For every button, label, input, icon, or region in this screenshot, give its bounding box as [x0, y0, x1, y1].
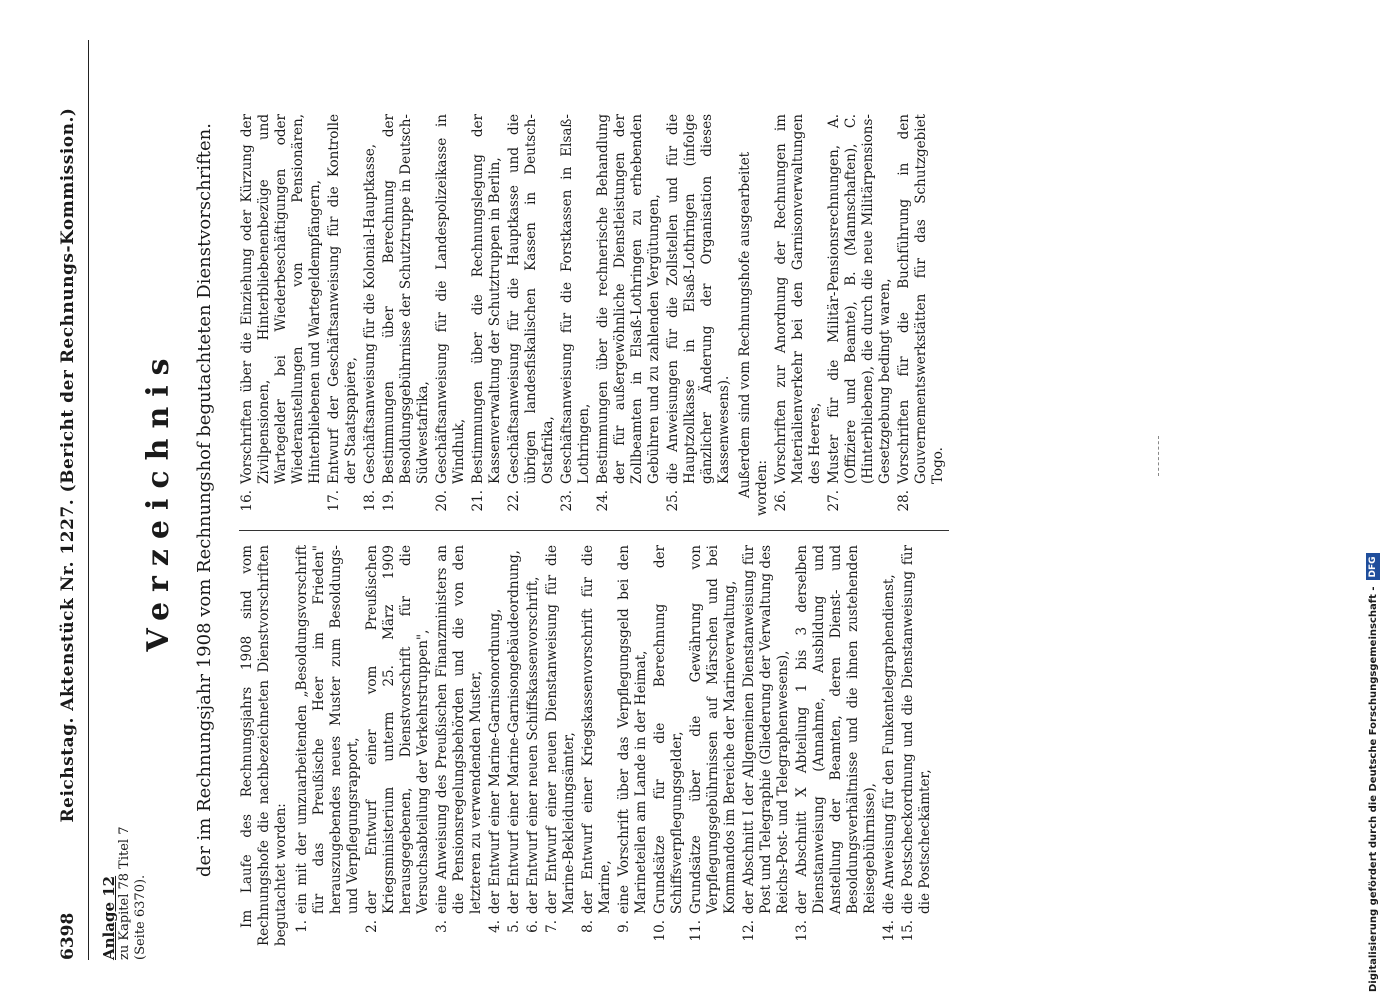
list-item: [616, 545, 650, 946]
item-text: die Anweisung für den Funkentelegraphendienst,: [881, 574, 897, 914]
scan-mark: [1158, 436, 1161, 476]
item-text: eine Vorschrift über das Verpflegungsgeld bei den Marineteilen am Lande in der Heimat,: [616, 545, 649, 914]
item-number: 16.: [239, 490, 255, 512]
list-item: [364, 545, 432, 946]
list-item: [559, 114, 593, 516]
list-item: [525, 545, 542, 946]
item-number: 28.: [896, 490, 912, 512]
right-item-list: [239, 114, 733, 516]
item-number: 3.: [434, 920, 450, 933]
item-number: 15.: [900, 920, 916, 942]
item-text: Grundsätze über die Gewährung von Verpflegungsgebührnissen auf Märschen und bei Kommandos im Bereiche der Marineverwaltung,: [688, 545, 738, 914]
document-subtitle: der im Rechnungsjahr 1908 vom Rechnungshof begutachteten Dienstvorschriften.: [194, 123, 215, 877]
item-number: 27.: [826, 490, 842, 512]
list-item: [652, 545, 686, 946]
item-text: Geschäftsanweisung für die Kolonial-Hauptkasse,: [362, 143, 378, 484]
list-item: [294, 545, 362, 946]
item-number: 9.: [616, 920, 632, 933]
item-number: 20.: [434, 490, 450, 512]
list-item: [506, 545, 523, 946]
item-number: 8.: [580, 920, 596, 933]
list-item: [794, 545, 879, 946]
item-text: Vorschriften für die Buchführung in den Gouvernementswerkstätten für das Schutzgebiet Togo.: [896, 114, 946, 484]
item-number: 17.: [326, 490, 342, 512]
item-text: Geschäftsanweisung für die Forstkassen in Elsaß-Lothringen,: [559, 114, 592, 484]
list-item: [506, 114, 557, 516]
item-number: 24.: [595, 490, 611, 512]
item-number: 11.: [688, 920, 704, 942]
item-text: der Abschnitt X Abteilung 1 bis 3 derselben Dienstanweisung (Annahme, Ausbildung und Anstellung der Beamten, deren Dienst- und Besoldungsverhältnisse und die ihnen zustehenden Reisegebührnisse),: [794, 545, 878, 914]
page-number: 6398: [58, 912, 78, 960]
list-item: [580, 545, 614, 946]
intro-paragraph: Im Laufe des Rechnungsjahrs 1908 sind vom Rechnungshofe die nachbezeichneten Dienstvorschriften begutachtet worden:: [239, 545, 289, 946]
item-text: Bestimmungen über die Rechnungslegung der Kassenverwaltung der Schutztruppen in Berlin,: [470, 114, 503, 484]
item-text: Grundsätze für die Berechnung der Schiffsverpflegungsgelder,: [652, 545, 685, 914]
item-number: 14.: [881, 920, 897, 942]
annex-ref-chapter: zu Kapitel 78 Titel 7: [117, 826, 132, 960]
list-item: [826, 114, 894, 516]
annex-label: Anlage 12: [100, 875, 118, 960]
annex-ref-page: (Seite 6370).: [133, 874, 148, 960]
item-number: 19.: [381, 490, 397, 512]
item-text: der Entwurf einer Marine-Garnisongebäudeordnung,: [506, 550, 522, 914]
item-text: der Entwurf einer neuen Dienstanweisung für die Marine-Bekleidungsämter,: [544, 545, 577, 914]
list-item: [434, 114, 468, 516]
list-item: [470, 114, 504, 516]
item-text: der Entwurf einer Kriegskassenvorschrift für die Marine,: [580, 545, 613, 914]
item-text: der Entwurf einer neuen Schiffskassenvorschrift,: [525, 576, 541, 914]
page-header: [58, 40, 89, 960]
list-item: [896, 114, 947, 516]
item-number: 5.: [506, 920, 522, 933]
list-item: [362, 114, 379, 516]
list-item: [544, 545, 578, 946]
document-title: Verzeichnis: [141, 348, 176, 652]
item-text: ein mit der umzuarbeitenden „Besoldungsvorschrift für das Preußische Heer im Frieden" herauszugebendes neues Muster zum Besoldungs- und Verpflegungsrapport,: [294, 545, 361, 914]
list-item: [595, 114, 663, 516]
item-number: 18.: [362, 490, 378, 512]
item-number: 12.: [741, 920, 757, 942]
item-number: 13.: [794, 920, 810, 942]
outro-paragraph: Außerdem sind vom Rechnungshofe ausgearbeitet worden:: [737, 151, 770, 516]
list-item: [741, 545, 792, 946]
item-text: der Entwurf einer Marine-Garnisonordnung,: [487, 608, 503, 914]
extra-item-list: [773, 114, 947, 516]
item-number: 10.: [652, 920, 668, 942]
item-text: Bestimmungen über Berechnung der Besoldungsgebührnisse der Schutztruppe in Deutsch-Südwestafrika,: [381, 114, 431, 484]
item-text: Entwurf der Geschäftsanweisung für die Kontrolle der Staatspapiere,: [326, 114, 359, 484]
item-text: Bestimmungen über die rechnerische Behandlung der für außergewöhnliche Dienstleistungen der Zollbeamten in Elsaß-Lothringen zu erhebenden Gebühren und zu zahlenden Vergütungen,: [595, 114, 662, 484]
item-text: die Anweisungen für die Zollstellen und für die Hauptzollkasse in Elsaß-Lothringen (infolge gänzlicher Änderung der Organisation dieses Kassenwesens).: [665, 114, 732, 484]
right-column: [239, 100, 949, 530]
item-text: Geschäftsanweisung für die Hauptkasse und die übrigen landesfiskalischen Kassen in Deutsch-Ostafrika,: [506, 114, 556, 484]
item-number: 22.: [506, 490, 522, 512]
list-item: [688, 545, 739, 946]
two-column-body: [239, 40, 949, 960]
list-item: [239, 114, 324, 516]
item-number: 23.: [559, 490, 575, 512]
item-text: der Abschnitt I der Allgemeinen Dienstanweisung für Post und Telegraphie (Gliederung der Verwaltung des Reichs-Post- und Telegraphenwesens),: [741, 545, 791, 914]
item-number: 7.: [544, 920, 560, 933]
item-text: Muster für die Militär-Pensionsrechnungen, A. (Offiziere und Beamte), B. (Mannschaften), C. (Hinterbliebene), die durch die neue Militärpensions-Gesetzgebung bedingt waren,: [826, 114, 893, 484]
digitization-text: Digitalisierung gefördert durch die Deutsche Forschungsgemeinschaft -: [1367, 586, 1379, 992]
item-number: 25.: [665, 490, 681, 512]
list-item: [381, 114, 432, 516]
list-item: [326, 114, 360, 516]
list-item: [900, 545, 934, 946]
left-column: [239, 530, 949, 960]
left-item-list: [294, 545, 934, 946]
item-number: 1.: [294, 920, 310, 933]
item-text: die Postscheckordnung und die Dienstanweisung für die Postscheckämter,: [900, 545, 933, 914]
digitization-note: [1364, 8, 1382, 992]
list-item: [434, 545, 485, 946]
item-number: 2.: [364, 920, 380, 933]
list-item: [665, 114, 733, 516]
item-text: der Entwurf einer vom Preußischen Kriegsministerium unterm 25. März 1909 herausgegebenen, Dienstvorschrift für die Versuchsabteilung der Verkehrstruppen",: [364, 545, 431, 914]
list-item: [773, 114, 824, 516]
item-text: Vorschriften über die Einziehung oder Kürzung der Zivilpensionen, Hinterbliebenenbezüge und Wartegelder bei Wiederbeschäftigungen oder Wiederanstellungen von Pensionären, Hinterbliebenen und Wartegeldempfängern,: [239, 114, 323, 484]
item-text: Vorschriften zur Anordnung der Rechnungen im Materialienverkehr bei den Garnisonverwaltungen des Heeres,: [773, 114, 823, 484]
list-item: [881, 545, 898, 946]
running-head: Reichstag. Aktenstück Nr. 1227. (Bericht der Rechnungs-Kommission.): [58, 107, 78, 823]
list-item: [487, 545, 504, 946]
item-number: 4.: [487, 920, 503, 933]
item-number: 26.: [773, 490, 789, 512]
item-number: 6.: [525, 920, 541, 933]
item-text: Geschäftsanweisung für die Landespolizeikasse in Windhuk,: [434, 114, 467, 484]
dfg-logo: DFG: [1366, 553, 1380, 580]
item-text: eine Anweisung des Preußischen Finanzministers an die Pensionsregelungsbehörden und die von den letzteren zu verwendenden Muster,: [434, 545, 484, 914]
item-number: 21.: [470, 490, 486, 512]
